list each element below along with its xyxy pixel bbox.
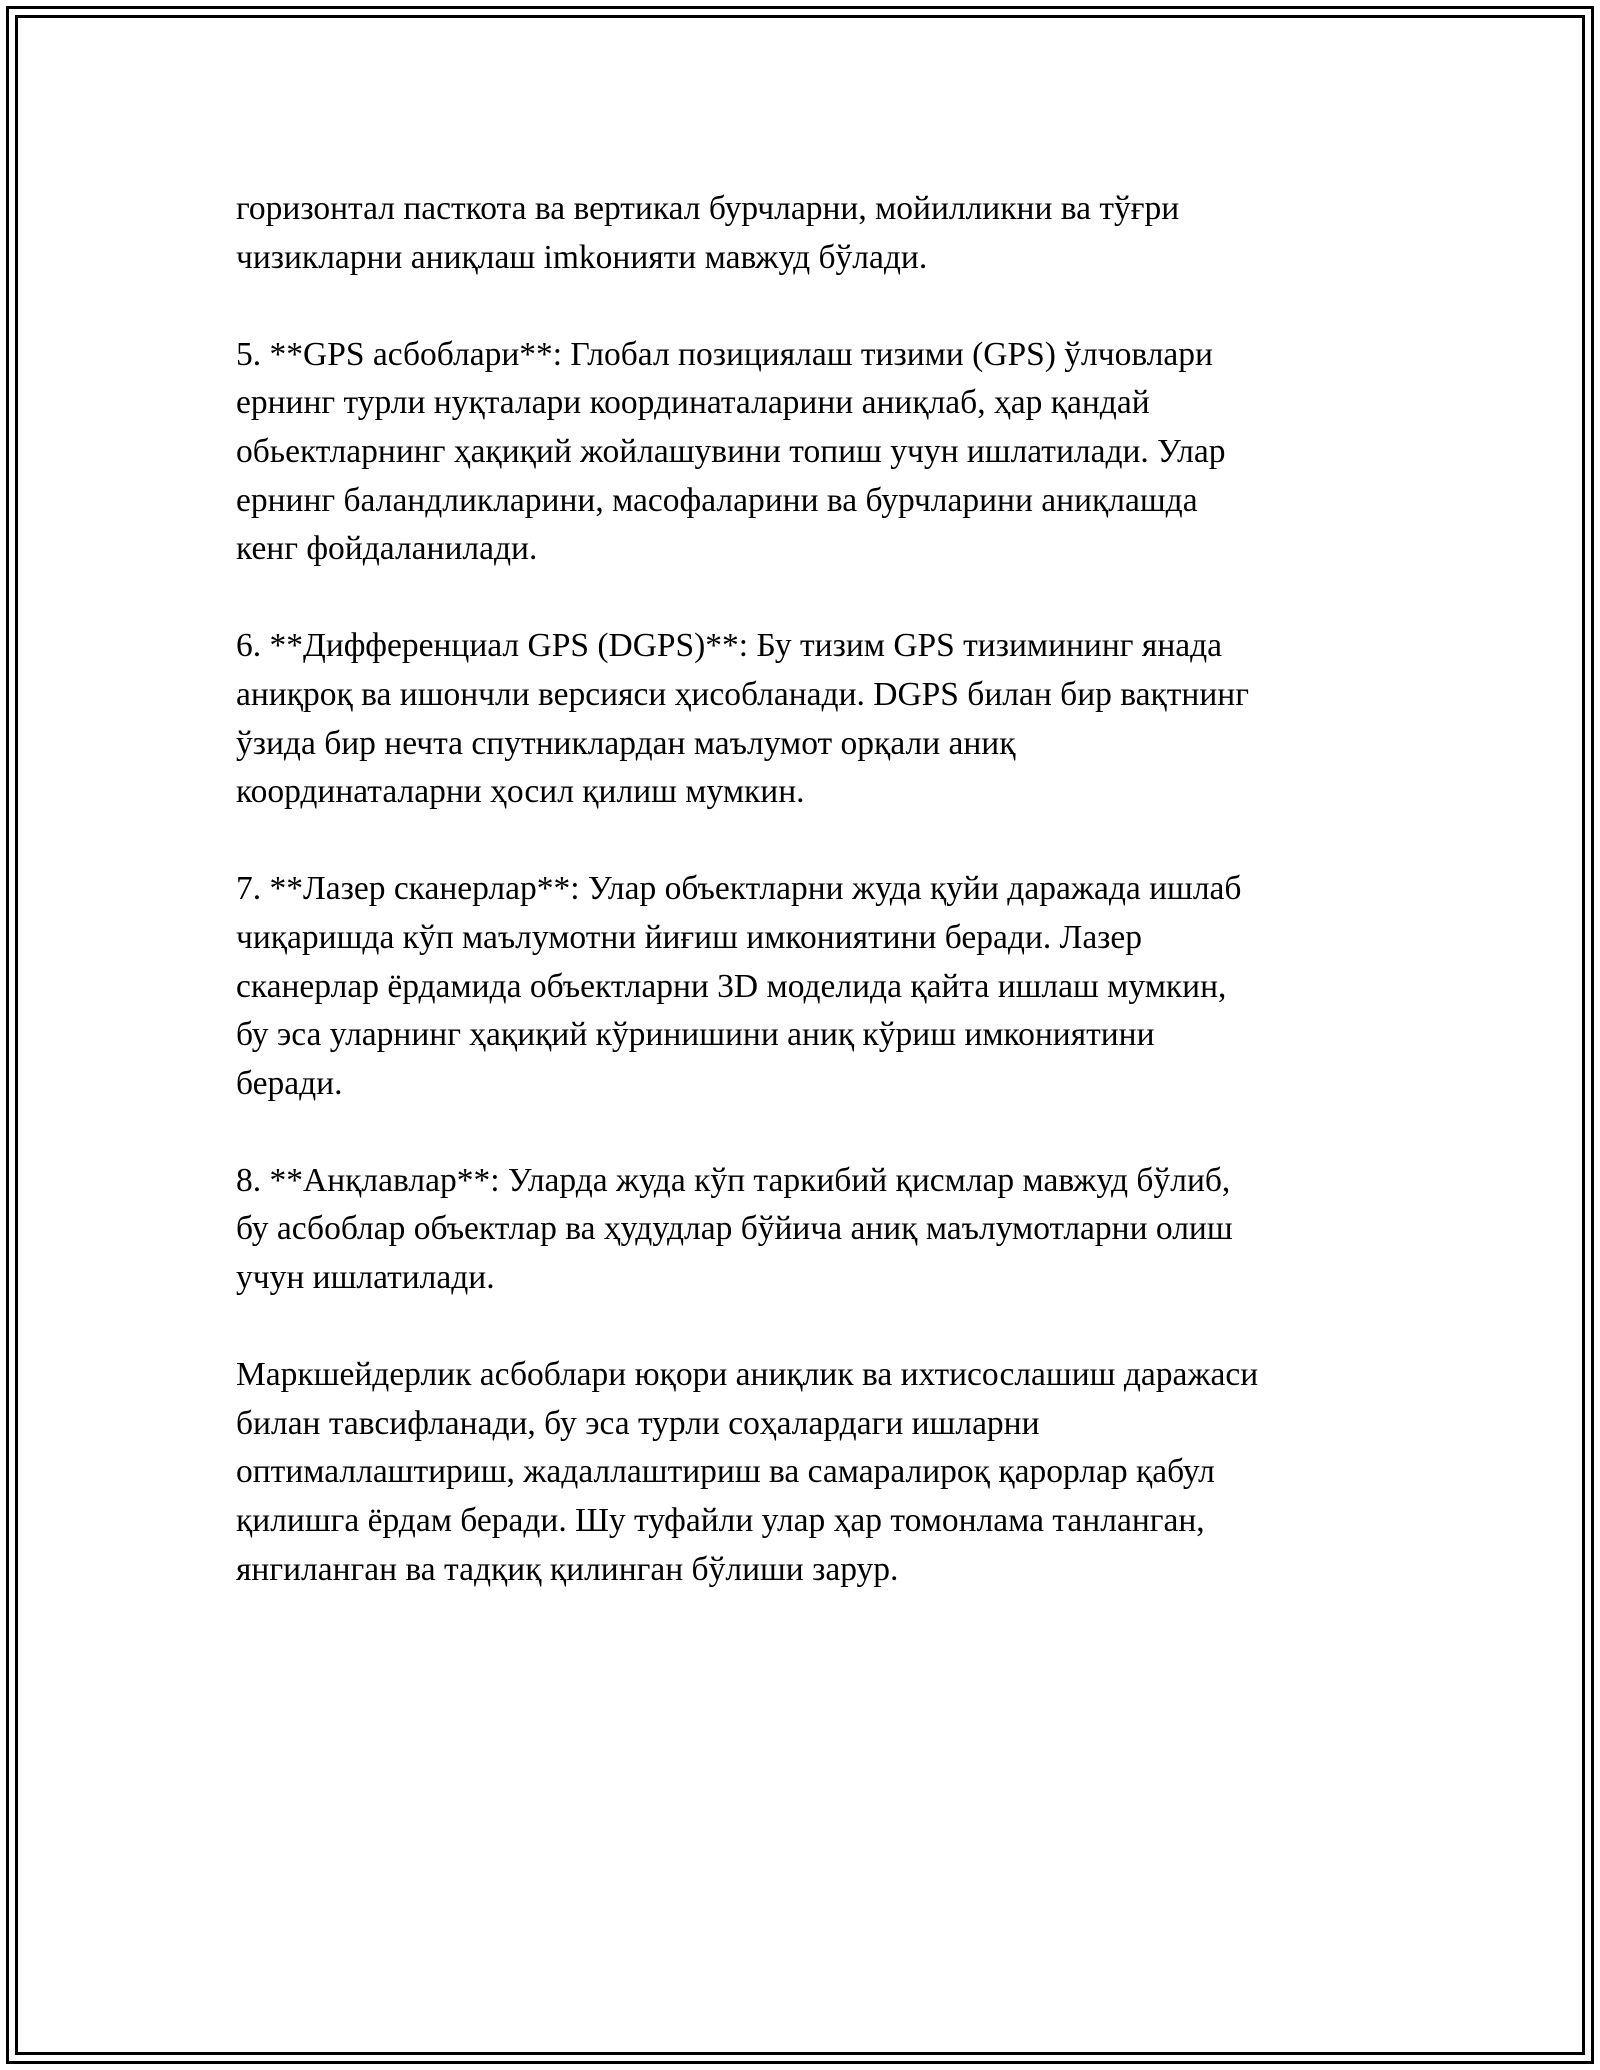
- text-line: бу эса уларнинг ҳақиқий кўринишини аниқ кўриш имкониятини: [236, 1016, 1155, 1054]
- text-line: қилишга ёрдам беради. Шу туфайли улар ҳар томонлама танланган,: [236, 1502, 1205, 1540]
- text-line: 5. **GPS асбоблари**: Глобал позициялаш тизими (GPS) ўлчовлари: [236, 335, 1213, 373]
- text-line: янгиланган ва тадқиқ қилинган бўлиши зарур.: [236, 1550, 899, 1588]
- text-line: учун ишлатилади.: [236, 1259, 495, 1297]
- text-line: чизикларни аниқлаш imkoнияти мавжуд бўлади.: [236, 238, 928, 276]
- text-line: билан тавсифланади, бу эса турли соҳалардаги ишларни: [236, 1404, 1040, 1442]
- text-line: 8. **Анқлавлар**: Уларда жуда кўп таркибий қисмлар мавжуд бўлиб,: [236, 1161, 1231, 1199]
- text-line: обьектларнинг ҳақиқий жойлашувини топиш учун ишлатилади. Улар: [236, 432, 1226, 470]
- text-line: сканерлар ёрдамида объектларни 3D моделида қайта ишлаш мумкин,: [236, 967, 1227, 1005]
- paragraph-gps-instruments: [236, 331, 1386, 574]
- paragraph-intro-continuation: [236, 185, 1386, 282]
- text-line: ўзида бир нечта спутниклардан маълумот орқали аниқ: [236, 724, 1016, 762]
- text-line: горизонтал пасткота ва вертикал бурчларни, мойилликни ва тўғри: [236, 190, 1180, 227]
- text-line: ернинг баландликларини, масофаларини ва бурчларини аниқлашда: [236, 481, 1198, 519]
- paragraph-dgps: [236, 622, 1386, 816]
- text-line: бу асбоблар объектлар ва ҳудудлар бўйича аниқ маълумотларни олиш: [236, 1210, 1233, 1248]
- text-line: оптималлаштириш, жадаллаштириш ва самаралироқ қарорлар қабул: [236, 1453, 1215, 1491]
- text-line: координаталарни ҳосил қилиш мумкин.: [236, 773, 805, 811]
- text-line: Маркшейдерлик асбоблари юқори аниқлик ва ихтисослашиш даражаси: [236, 1356, 1259, 1394]
- text-line: кенг фойдаланилади.: [236, 530, 538, 568]
- document-body: [236, 185, 1386, 1643]
- text-line: 6. **Дифференциал GPS (DGPS)**: Бу тизим GPS тизимининг янада: [236, 627, 1223, 665]
- paragraph-laser-scanners: [236, 865, 1386, 1108]
- text-line: ернинг турли нуқталари координаталарини аниқлаб, ҳар қандай: [236, 384, 1150, 422]
- text-line: беради.: [236, 1064, 343, 1102]
- text-line: чиқаришда кўп маълумотни йиғиш имкониятини беради. Лазер: [236, 918, 1143, 956]
- text-line: аниқроқ ва ишончли версияси ҳисобланади. DGPS билан бир вақтнинг: [236, 675, 1249, 713]
- paragraph-conclusion: [236, 1351, 1386, 1594]
- text-line: 7. **Лазер сканерлар**: Улар объектларни жуда қуйи даражада ишлаб: [236, 870, 1242, 908]
- paragraph-anklavlar: [236, 1157, 1386, 1303]
